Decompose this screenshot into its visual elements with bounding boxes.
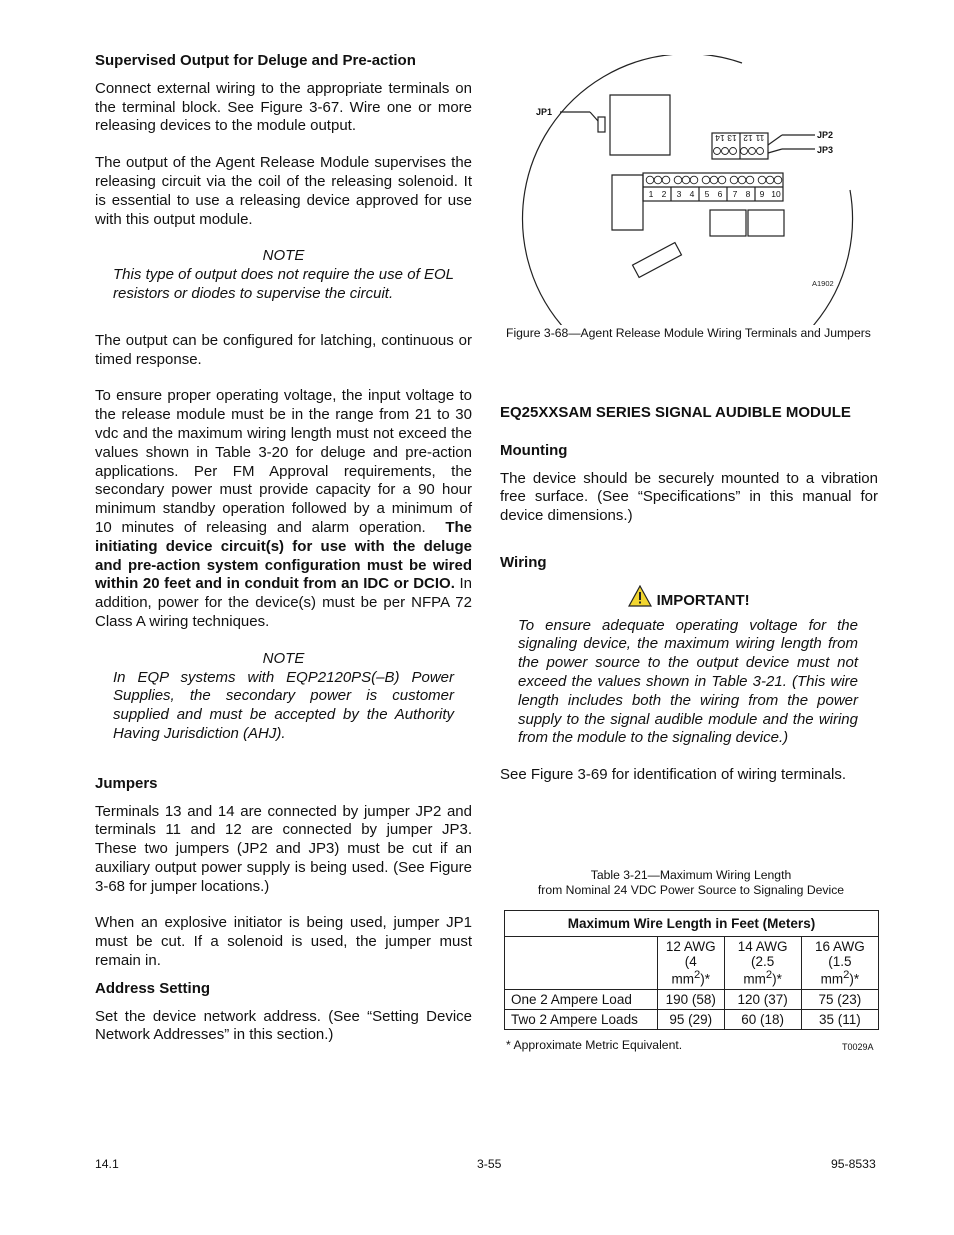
table-col-header [801,937,878,990]
heading-address-setting: Address Setting [95,979,211,997]
table-cell: 190 (58) [658,989,725,1009]
metric-b: )* [849,971,860,987]
wiring-diagram-figure [520,55,890,325]
paragraph: The output can be configured for latching, continuous or timed response. [95,331,472,368]
label-jp2: JP2 [817,130,834,140]
terminal-number: 2 [661,189,667,199]
footer-revision: 14.1 [95,1157,119,1171]
row-label: Two 2 Ampere Loads [505,1009,658,1029]
table-cell: 95 (29) [658,1009,725,1029]
terminal-number: 7 [732,189,738,199]
note-text: This type of output does not require the use of EOL resistors or diodes to supervise the circuit. [113,266,454,302]
table-code: T0029A [842,1042,874,1052]
paragraph [95,387,472,631]
note-text: In EQP systems with EQP2120PS(–B) Power Supplies, the secondary power is customer supplied and must be accepted by the Authority Having Jurisdiction (AHJ). [113,668,454,742]
wire-length-table [504,910,879,1030]
component-block [610,95,670,155]
paragraph: Terminals 13 and 14 are connected by jumper JP2 and terminals 11 and 12 are connected by jumper JP3. These two jumpers (JP2 and JP3) must be cut if an auxiliary output power supply is being used. (See Figure 3-68 for jumper locations.) [95,802,472,895]
terminal-number: 1 [648,189,654,199]
terminal-number: 12 [743,133,753,143]
paragraph: When an explosive initiator is being used, jumper JP1 must be cut. If a solenoid is used, the jumper must remain in. [95,914,472,970]
heading-jumpers: Jumpers [95,774,158,792]
module-outline-arc [523,55,853,325]
table-row [505,1009,879,1029]
figure-caption: Figure 3-68—Agent Release Module Wiring Terminals and Jumpers [506,326,871,340]
table-cell: 75 (23) [801,989,878,1009]
table-col-header [658,937,725,990]
heading-supervised-output: Supervised Output for Deluge and Pre-action [95,52,416,69]
metric-b: )* [700,971,710,987]
footer-doc-number: 95-8533 [831,1157,876,1171]
paragraph: See Figure 3-69 for identification of wiring terminals. [500,766,846,784]
table-footnote: * Approximate Metric Equivalent. [506,1038,683,1052]
jumper-jp1 [598,117,605,132]
paragraph: Connect external wiring to the appropriate terminals on the terminal block. See Figure 3-67. Wire one or more releasing devices to the module output. [95,79,472,135]
note-title: NOTE [262,649,305,667]
figure-code: A1902 [812,279,834,288]
paragraph: The device should be securely mounted to a vibration free surface. (See “Specifications” in this manual for device dimensions.) [500,469,878,525]
terminal-number: 14 [715,133,725,143]
heading-wiring: Wiring [500,553,547,571]
table-title-line2: from Nominal 24 VDC Power Source to Signaling Device [537,883,845,897]
component-block [612,175,643,230]
label-jp1: JP1 [536,107,553,117]
terminal-number: 4 [689,189,695,199]
label-jp3: JP3 [817,145,834,155]
left-column [95,52,472,1045]
table-cell: 35 (11) [801,1009,878,1029]
terminal-number: 13 [727,133,737,143]
terminal-number: 11 [755,133,765,143]
table-title [504,868,878,898]
text-run: To ensure proper operating voltage, the input voltage to the release module must be in the range from 21 to 30 vdc and the maximum wiring length must not exceed the values shown in Table 3-20 for deluge and pre-action applications. Per FM Approval requirements, the secondary power must provide capacity for a 90 hour minimum standby operation followed by a minimum of 10 minutes of releasing and alarm operation. [95,387,472,536]
table-cell: 60 (18) [724,1009,801,1029]
terminal-number: 3 [676,189,682,199]
terminal-number: 9 [759,189,765,199]
important-callout [500,585,878,611]
right-column [500,404,878,785]
note-title: NOTE [262,247,305,265]
table-header: Maximum Wire Length in Feet (Meters) [505,911,879,937]
awg-label: 14 AWG [737,939,788,954]
metric-b: )* [772,971,782,987]
awg-label: 12 AWG [665,939,716,954]
component-resistor [633,243,682,278]
bold-text-run: The initiating device circuit(s) for use with the deluge and pre-action system configuration must be wired within 20 feet and in conduit from an IDC or DCIO. [95,518,472,593]
table-row [505,989,879,1009]
terminal-number: 8 [745,189,751,199]
terminal-number: 5 [704,189,710,199]
paragraph: The output of the Agent Release Module supervises the releasing circuit via the coil of the releasing solenoid. It is essential to use a releasing device approved for use with this output module. [95,154,472,228]
metric-a: (4 mm [671,954,697,987]
metric-a: (2.5 mm [743,954,775,987]
awg-label: 16 AWG [814,939,865,954]
metric-sup: 2 [843,969,850,981]
important-label: IMPORTANT! [656,591,750,609]
important-text: To ensure adequate operating voltage for the signaling device, the maximum wiring length from the power source to the output device must not exceed the values shown in Table 3-21. (This wire length includes both the wiring from the power supply to the signal audible module and the wiring from the module to the signaling device.) [518,616,858,747]
metric-sup: 2 [693,969,701,981]
table-title-line1: Table 3-21—Maximum Wiring Length [590,868,792,882]
warning-icon [628,585,652,607]
table-cell [505,937,658,990]
terminal-number: 10 [771,189,781,199]
metric-sup: 2 [765,969,773,981]
terminal-number: 6 [717,189,723,199]
heading-eq25xxsam: EQ25XXSAM SERIES SIGNAL AUDIBLE MODULE [500,404,851,421]
row-label: One 2 Ampere Load [505,989,658,1009]
footer-page-number: 3-55 [477,1157,502,1171]
text-run: In addition, power for the device(s) must be per NFPA 72 Class A wiring techniques. [95,575,472,630]
paragraph: Set the device network address. (See “Setting Device Network Addresses” in this section.) [95,1007,472,1044]
heading-mounting: Mounting [500,441,568,459]
table-col-header [724,937,801,990]
metric-a: (1.5 mm [820,954,852,987]
table-cell: 120 (37) [724,989,801,1009]
